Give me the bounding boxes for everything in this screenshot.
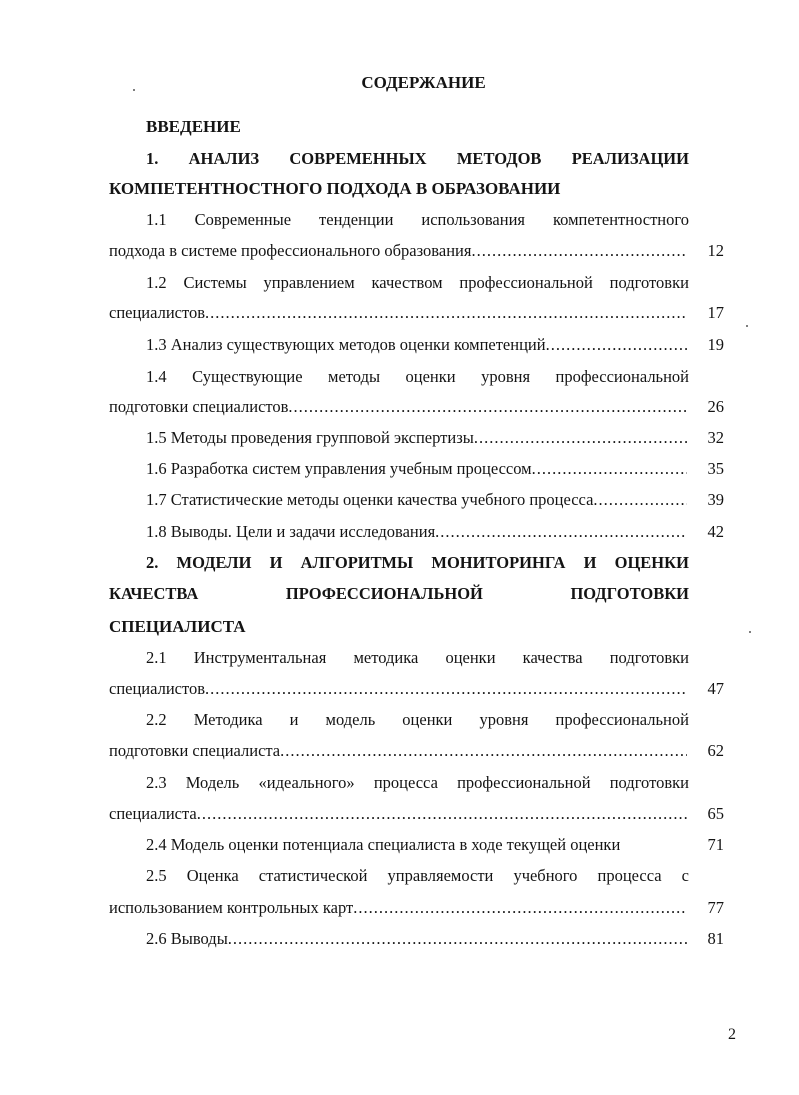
dot-leader bbox=[546, 335, 687, 355]
toc-entry-2-1-line-1: 2.1 Инструментальная методика оценки качества подготовки bbox=[146, 648, 689, 667]
toc-entry-1-4-line-1: 1.4 Существующие методы оценки уровня профессиональной bbox=[146, 367, 689, 386]
dot-leader bbox=[228, 929, 687, 949]
toc-entry-1-7: 1.7 Статистические методы оценки качества учебного процесса ..... bbox=[146, 490, 687, 510]
toc-entry-2-4-page: 71 bbox=[707, 835, 724, 854]
chapter-2-title-line-3: СПЕЦИАЛИСТА bbox=[109, 617, 246, 636]
toc-entry-1-5: 1.5 Методы проведения групповой экспертизы ..... bbox=[146, 428, 687, 448]
chapter-2-title-line-2: КАЧЕСТВА ПРОФЕССИОНАЛЬНОЙ ПОДГОТОВКИ bbox=[109, 584, 689, 603]
chapter-1-title-line-1: 1. АНАЛИЗ СОВРЕМЕННЫХ МЕТОДОВ РЕАЛИЗАЦИИ bbox=[146, 149, 689, 168]
toc-entry-1-7-page: 39 bbox=[707, 490, 724, 509]
toc-entry-2-5-line-1: 2.5 Оценка статистической управляемости учебного процесса с bbox=[146, 866, 689, 885]
dot-leader bbox=[280, 741, 687, 761]
dot-leader bbox=[288, 397, 687, 417]
dot-leader bbox=[435, 522, 687, 542]
toc-entry-1-6-page: 35 bbox=[707, 459, 724, 478]
dot-leader bbox=[532, 459, 687, 479]
toc-entry-2-6: 2.6 Выводы ..... bbox=[146, 929, 687, 949]
toc-entry-1-2-page: 17 bbox=[707, 303, 724, 322]
toc-entry-2-5-line-2: использованием контрольных карт ..... bbox=[109, 898, 687, 918]
toc-entry-2-1-page: 47 bbox=[707, 679, 724, 698]
toc-entry-2-2-page: 62 bbox=[707, 741, 724, 760]
chapter-1-title-line-2: КОМПЕТЕНТНОСТНОГО ПОДХОДА В ОБРАЗОВАНИИ bbox=[109, 179, 561, 198]
dot-leader bbox=[205, 679, 687, 699]
toc-entry-2-2-line-2: подготовки специалиста ..... bbox=[109, 741, 687, 761]
dot-leader bbox=[197, 804, 687, 824]
toc-entry-2-1-line-2: специалистов ..... bbox=[109, 679, 687, 699]
dot-leader bbox=[471, 241, 687, 261]
page-number: 2 bbox=[728, 1026, 736, 1043]
toc-entry-1-3: 1.3 Анализ существующих методов оценки компетенций ..... bbox=[146, 335, 687, 355]
scan-speck bbox=[746, 325, 748, 327]
dot-leader bbox=[353, 898, 687, 918]
dot-leader bbox=[593, 490, 687, 510]
toc-entry-1-4-page: 26 bbox=[707, 397, 724, 416]
toc-entry-1-8: 1.8 Выводы. Цели и задачи исследования ..... bbox=[146, 522, 687, 542]
toc-entry-1-2-line-2: специалистов ..... bbox=[109, 303, 687, 323]
chapter-2-title-line-1: 2. МОДЕЛИ И АЛГОРИТМЫ МОНИТОРИНГА И ОЦЕНКИ bbox=[146, 553, 689, 572]
toc-entry-2-3-page: 65 bbox=[707, 804, 724, 823]
dot-leader bbox=[474, 428, 687, 448]
toc-intro: ВВЕДЕНИЕ bbox=[146, 117, 241, 136]
toc-entry-1-1-line-1: 1.1 Современные тенденции использования компетентностного bbox=[146, 210, 689, 229]
toc-entry-2-5-page: 77 bbox=[707, 898, 724, 917]
dot-leader bbox=[205, 303, 687, 323]
toc-entry-2-2-line-1: 2.2 Методика и модель оценки уровня профессиональной bbox=[146, 710, 689, 729]
toc-entry-2-3-line-2: специалиста ..... bbox=[109, 804, 687, 824]
toc-entry-1-6: 1.6 Разработка систем управления учебным процессом ..... bbox=[146, 459, 687, 479]
toc-entry-2-3-line-1: 2.3 Модель «идеального» процесса профессиональной подготовки bbox=[146, 773, 689, 792]
toc-entry-2-6-page: 81 bbox=[707, 929, 724, 948]
toc-entry-1-1-line-2: подхода в системе профессионального образования ..... bbox=[109, 241, 687, 261]
toc-entry-1-1-page: 12 bbox=[707, 241, 724, 260]
toc-entry-1-3-page: 19 bbox=[707, 335, 724, 354]
toc-entry-1-8-page: 42 bbox=[707, 522, 724, 541]
scan-speck bbox=[749, 631, 751, 633]
toc-entry-1-5-page: 32 bbox=[707, 428, 724, 447]
toc-heading: СОДЕРЖАНИЕ bbox=[361, 73, 486, 92]
toc-entry-1-4-line-2: подготовки специалистов ..... bbox=[109, 397, 687, 417]
toc-entry-2-4: 2.4 Модель оценки потенциала специалиста в ходе текущей оценки bbox=[146, 835, 621, 854]
toc-entry-1-2-line-1: 1.2 Системы управлением качеством профессиональной подготовки bbox=[146, 273, 689, 292]
